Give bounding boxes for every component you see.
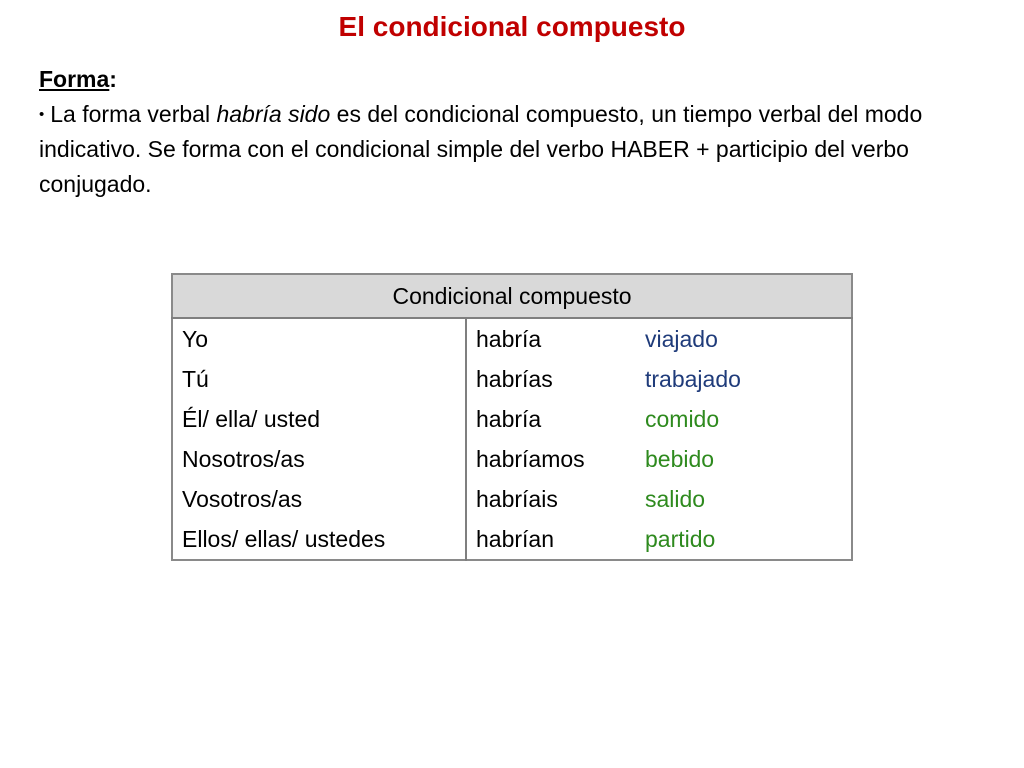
table-row [172, 399, 852, 439]
table-row [172, 439, 852, 479]
table-row [172, 359, 852, 399]
slide-title: El condicional compuesto [338, 11, 686, 42]
auxiliary-cell: habría [476, 325, 542, 352]
participle-cell: comido [645, 405, 720, 432]
forma-block [39, 62, 989, 202]
auxiliary-cell: habrían [476, 525, 555, 552]
forma-text-italic: habría sido [216, 101, 331, 127]
participle-cell: salido [645, 485, 706, 512]
subject-cell: Él/ ella/ usted [172, 399, 466, 439]
subject-cell: Yo [172, 318, 466, 359]
forma-heading: Forma [39, 66, 110, 92]
table-header: Condicional compuesto [172, 274, 852, 318]
auxiliary-cell: habríamos [476, 445, 585, 472]
forma-heading-line [39, 62, 989, 97]
auxiliary-cell: habría [476, 405, 542, 432]
participle-cell: bebido [645, 445, 715, 472]
participle-cell: trabajado [645, 365, 741, 392]
participle-cell: viajado [645, 325, 718, 352]
table-row [172, 479, 852, 519]
conjugation-table [171, 273, 853, 561]
subject-cell: Vosotros/as [172, 479, 466, 519]
forma-text-after: es del condicional compuesto, un tiempo verbal del modo indicativo. Se forma con el condicional simple del verbo HABER + participio del verbo conjugado. [39, 101, 923, 197]
auxiliary-cell: habríais [476, 485, 558, 512]
subject-cell: Tú [172, 359, 466, 399]
forma-colon: : [109, 66, 117, 92]
table-row [172, 318, 852, 359]
table-header-row [172, 274, 852, 318]
forma-text-before: La forma verbal [50, 101, 217, 127]
table-row [172, 519, 852, 560]
participle-cell: partido [645, 525, 716, 552]
bullet-icon: • [39, 106, 45, 123]
subject-cell: Ellos/ ellas/ ustedes [172, 519, 466, 560]
auxiliary-cell: habrías [476, 365, 553, 392]
subject-cell: Nosotros/as [172, 439, 466, 479]
forma-paragraph [39, 97, 989, 202]
